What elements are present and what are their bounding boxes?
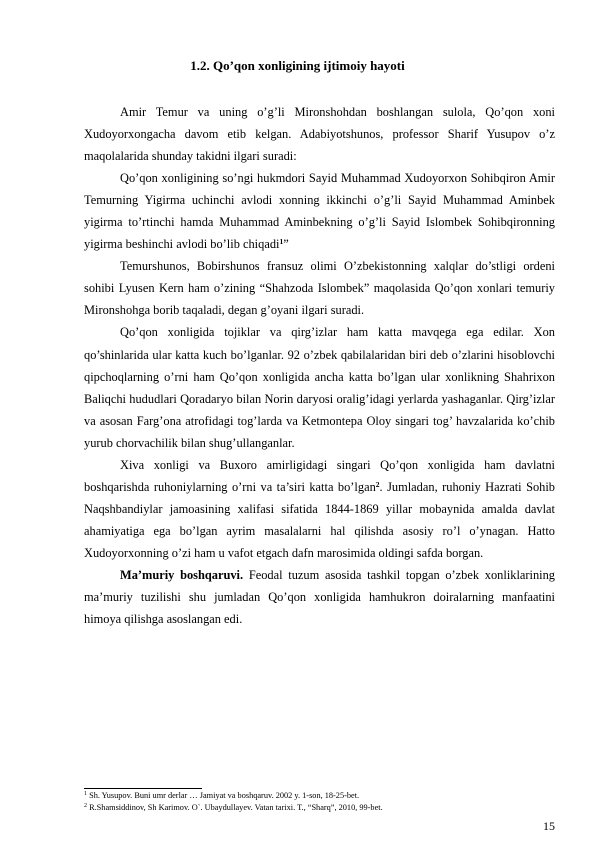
- footnotes: [84, 790, 555, 813]
- paragraph-1: Amir Temur va uning o’g’li Mironshohdan boshlangan sulola, Qo’qon xoni Xudoyorxongacha davom etib kelgan. Adabiyotshunos, professor Sharif Yusupov o’z maqolalarida shunday takidni ilgari suradi:: [84, 105, 555, 164]
- paragraph-3: Temurshunos, Bobirshunos fransuz olimi O’zbekistonning xalqlar do’stligi ordeni sohibi Lyusen Kern ham o’zining “Shahzoda Islombek” maqolasida Qo’qon xonlari temuriy Mironshohga borib taqaladi, degan g’oyani ilgari suradi.: [84, 259, 555, 318]
- footnote-ref-1[interactable]: 1: [279, 237, 284, 247]
- footnote-2-text: R.Shamsiddinov, Sh Karimov. O`. Ubaydullayev. Vatan tarixi. T., “Sharq”, 2010, 99-bet.: [87, 802, 383, 812]
- paragraph-5-text-a: Xiva xonligi va Buxoro amirligidagi singari Qo’qon xonligida ham davlatni boshqarishda ruhoniylarning o’rni va ta’siri katta bo’lgan: [84, 457, 555, 494]
- footnote-2: [84, 802, 555, 814]
- subsection-heading: Ma’muriy boshqaruvi.: [120, 567, 244, 582]
- footnote-2-number: 2: [84, 802, 87, 809]
- paragraph-6: [84, 564, 555, 630]
- page-number: 15: [543, 819, 555, 833]
- footnote-1-number: 1: [84, 791, 87, 797]
- paragraph-4: Qo’qon xonligida tojiklar va qirg’izlar ham katta mavqega ega edilar. Xon qo’shinlarida ular katta kuch bo’lganlar. 92 o’zbek qabilalaridan biri deb o’zlarini hisoblovchi qipchoqlarning o’rni ham Qo’qon xonligida ancha katta bo’lgan ular xonlikning Shahrixon Baliqchi hududlari Qoradaryo bilan Norin daryosi oralig’idagi yerlarda yashaganlar. Qirg’izlar va asosan Farg’ona atrofidagi tog’larda va Ketmontepa Oloy singari tog’ havzalarida ko’chib yurub chorvachilik bilan shug’ullanganlar.: [84, 325, 555, 450]
- section-title: 1.2. Qo’qon xonligining ijtimoiy hayoti: [190, 58, 405, 73]
- footnote-divider: [84, 788, 202, 789]
- paragraph-5-text-b: . Jumladan, ruhoniy Hazrati Sohib Naqshbandiylar jamoasining xalifasi sifatida 1844-1869 yillar mobaynida amalda davlat ahamiyatiga ega bo’lgan ayrim masalalarni hal qilishda asosiy ro’l o’ynagan. Hatto Xudoyorxonning o’zi ham u vafot etgach dafn marosimida oldingi safda borgan.: [84, 479, 555, 560]
- paragraph-2-text: Qo’qon xonligining so’ngi hukmdori Sayid Muhammad Xudoyorxon Sohibqiron Amir Temurning Yigirma uchinchi avlodi xonning ikkinchi o’g’li Sayid Muhammad Aminbek yigirma to’rtinchi hamda Muhammad Aminbekning o’g’li Sayid Islombek Sohibqironning yigirma beshinchi avlodi bo’lib chiqadi: [84, 171, 555, 252]
- closing-quote: ”: [283, 237, 289, 252]
- paragraph-5: [84, 454, 555, 564]
- footnote-ref-2[interactable]: 2: [375, 479, 380, 489]
- footnote-1: [84, 790, 555, 802]
- paragraph-6-text: Feodal tuzum asosida tashkil topgan o’zbek xonliklarining ma’muriy tuzilishi shu jumladan Qo’qon xonligida hamhukron doiralarning manfaatini himoya qilishga asoslangan edi.: [84, 567, 555, 627]
- paragraph-2: [84, 167, 555, 255]
- footnote-1-text: Sh. Yusupov. Buni umr derlar … Jamiyat va boshqaruv. 2002 y. 1-son, 18-25-bet.: [87, 791, 360, 800]
- body-text: [84, 101, 555, 630]
